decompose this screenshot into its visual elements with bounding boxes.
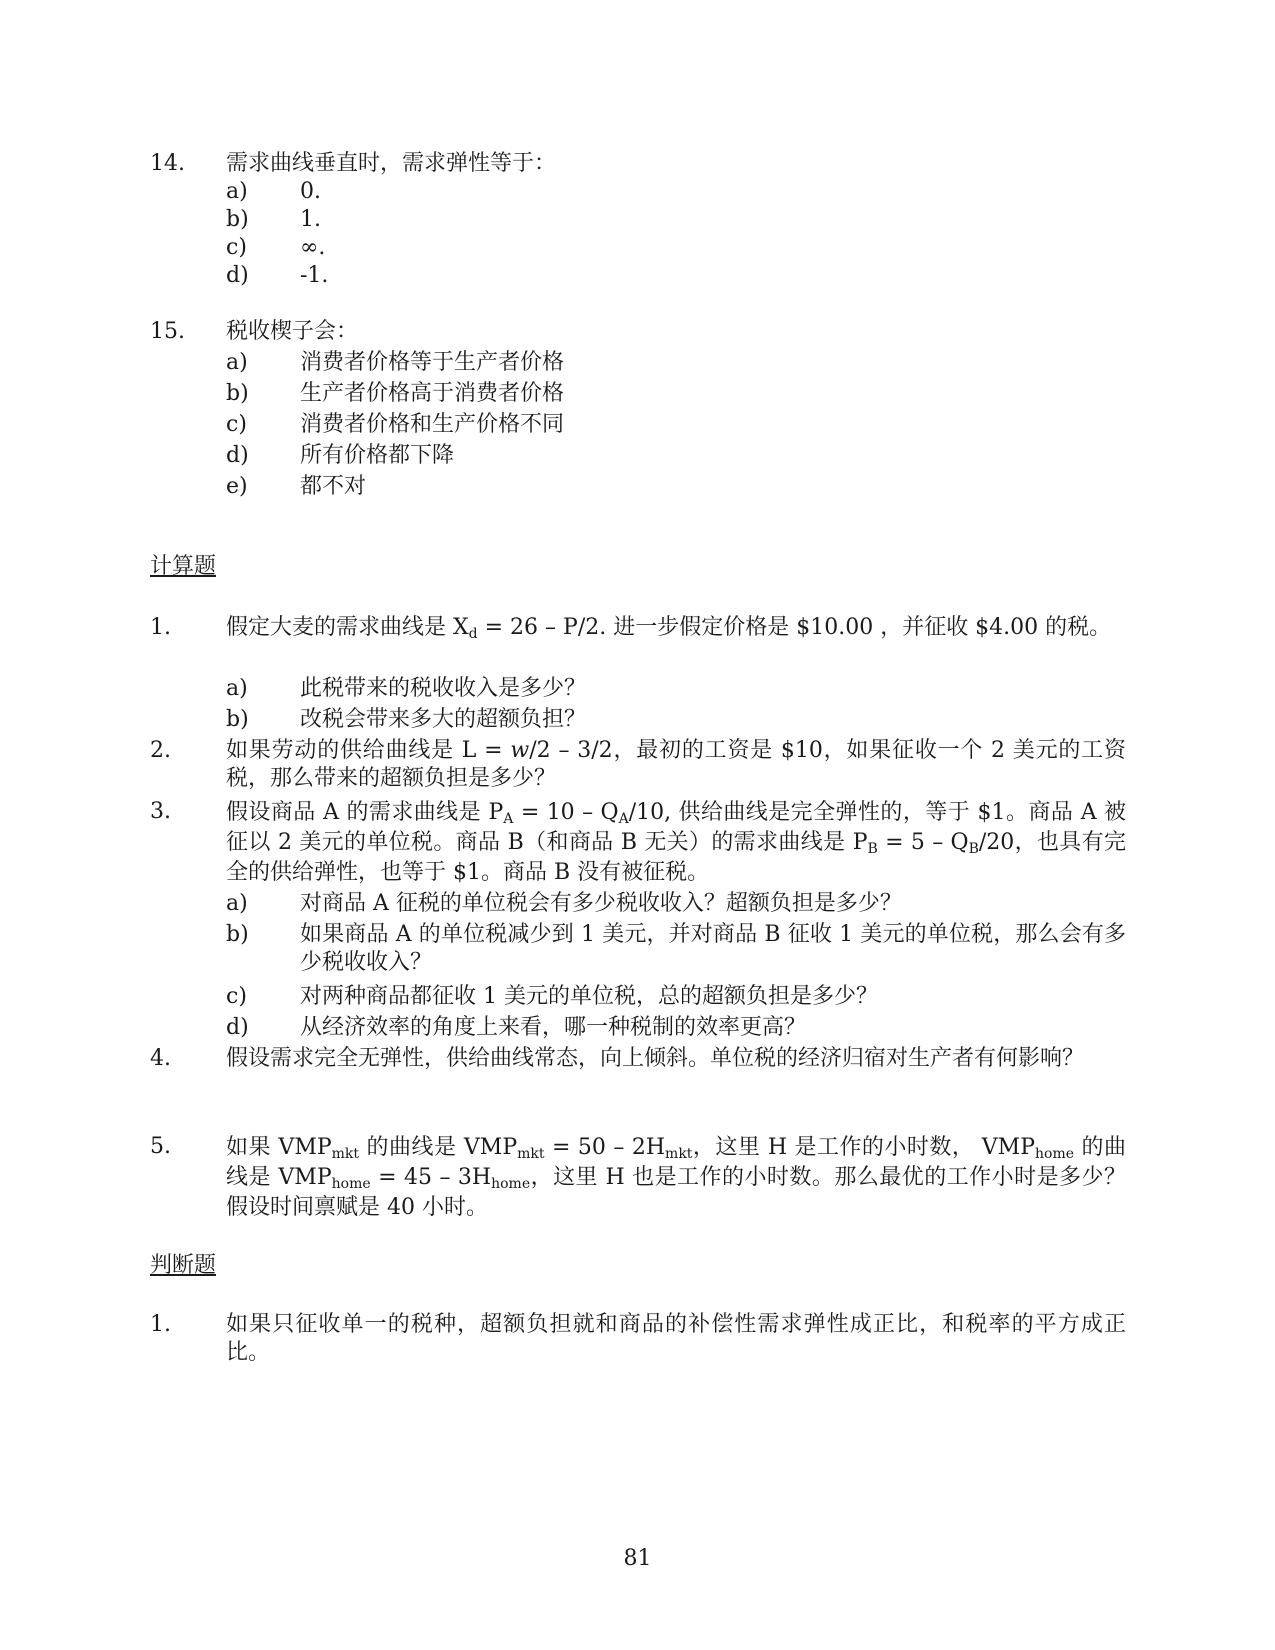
q15-option-b-label: b) — [226, 381, 249, 406]
page-number: 81 — [623, 1546, 652, 1571]
tf-1-number: 1. — [150, 1312, 171, 1337]
q15-option-a-label: a) — [226, 350, 248, 375]
calc-4-text: 假设需求完全无弹性，供给曲线常态，向上倾斜。单位税的经济归宿对生产者有何影响？ — [226, 1046, 1085, 1071]
calc-3-option-c-label: c) — [226, 984, 247, 1009]
question-14-text: 需求曲线垂直时，需求弹性等于： — [226, 151, 557, 176]
calc-3-option-b-text: 如果商品 A 的单位税减少到 1 美元，并对商品 B 征收 1 美元的单位税，那么会有多少税收收入？ — [300, 922, 1126, 975]
tf-1-text: 如果只征收单一的税种，超额负担就和商品的补偿性需求弹性成正比，和税率的平方成正比。 — [226, 1312, 1126, 1365]
calc-3-option-d-text: 从经济效率的角度上来看，哪一种税制的效率更高？ — [300, 1015, 807, 1040]
subscript-d: d — [468, 626, 478, 642]
question-15-text: 税收楔子会： — [226, 319, 359, 344]
calc-5-text: 如果 $VMP_{mkt}$ 的曲线是 $VMP_{mkt} = 50 - 2H_{mkt}$，这里 H 是工作的小时数， $VMP_{home}$ 的曲线是 $VMP_{home} = 45 - 3H_{home}$，这里 H 也是工作的小时数。那么最优的工作小时是多少？假设时间禀赋是 40 小时。 — [226, 1135, 1126, 1220]
q15-option-c-text: 消费者价格和生产价格不同 — [300, 412, 565, 437]
q14-option-c-label: c) — [226, 235, 247, 260]
q15-option-a-text: 消费者价格等于生产者价格 — [300, 350, 565, 375]
calc-3-option-c-text: 对两种商品都征收 1 美元的单位税，总的超额负担是多少？ — [300, 984, 878, 1009]
q14-option-c-text: ∞. — [300, 235, 326, 260]
calc-3-number: 3. — [150, 799, 171, 824]
q15-option-c-label: c) — [226, 412, 247, 437]
q15-option-b-text: 生产者价格高于消费者价格 — [300, 381, 565, 406]
calc-1-option-b-text: 改税会带来多大的超额负担？ — [300, 707, 587, 732]
calc-1-option-b-label: b) — [226, 707, 249, 732]
calc-4-number: 4. — [150, 1046, 171, 1071]
calc-1-text: 假定大麦的需求曲线是 $X_d = 26 - P/2$. 进一步假定价格是 $10.00 ，并征收 $4.00 的税。 — [226, 615, 1112, 642]
q14-option-d-text: -1. — [300, 263, 329, 288]
calc-1-number: 1. — [150, 615, 171, 640]
q14-option-b-text: 1. — [300, 207, 321, 232]
calc-3-option-d-label: d) — [226, 1015, 249, 1040]
q15-option-e-text: 都不对 — [300, 474, 367, 499]
calc-3-text: 假设商品 A 的需求曲线是 $P_A = 10 - Q_A/10$, 供给曲线是完全弹性的，等于 $1。商品 A 被征以 2 美元的单位税。商品 B（和商品 B 无关）的需求曲线是 $P_B = 5 - Q_B/20$，也具有完全的供给弹性，也等于 $1。商品 B 没有被征税。 — [226, 800, 1127, 885]
q15-option-e-label: e) — [226, 474, 248, 499]
question-15-number: 15. — [150, 319, 185, 344]
q15-option-d-text: 所有价格都下降 — [300, 443, 455, 468]
calc-5-number: 5. — [150, 1134, 171, 1159]
section-heading-true-false: 判断题 — [150, 1253, 217, 1278]
calc-3-option-a-label: a) — [226, 891, 248, 916]
calc-2-number: 2. — [150, 738, 171, 763]
q14-option-b-label: b) — [226, 207, 249, 232]
calc-1-option-a-label: a) — [226, 676, 248, 701]
q14-option-a-label: a) — [226, 179, 248, 204]
question-14-number: 14. — [150, 151, 185, 176]
q14-option-d-label: d) — [226, 263, 249, 288]
q14-option-a-text: 0. — [300, 179, 321, 204]
section-heading-calculation: 计算题 — [150, 554, 217, 579]
calc-3-option-b-label: b) — [226, 922, 249, 947]
calc-2-text: 如果劳动的供给曲线是 L = w/2 – 3/2，最初的工资是 $10，如果征收一个 2 美元的工资税，那么带来的超额负担是多少？ — [226, 738, 1126, 791]
q15-option-d-label: d) — [226, 443, 249, 468]
calc-1-option-a-text: 此税带来的税收收入是多少？ — [300, 676, 587, 701]
calc-3-option-a-text: 对商品 A 征税的单位税会有多少税收收入？超额负担是多少？ — [300, 891, 902, 916]
